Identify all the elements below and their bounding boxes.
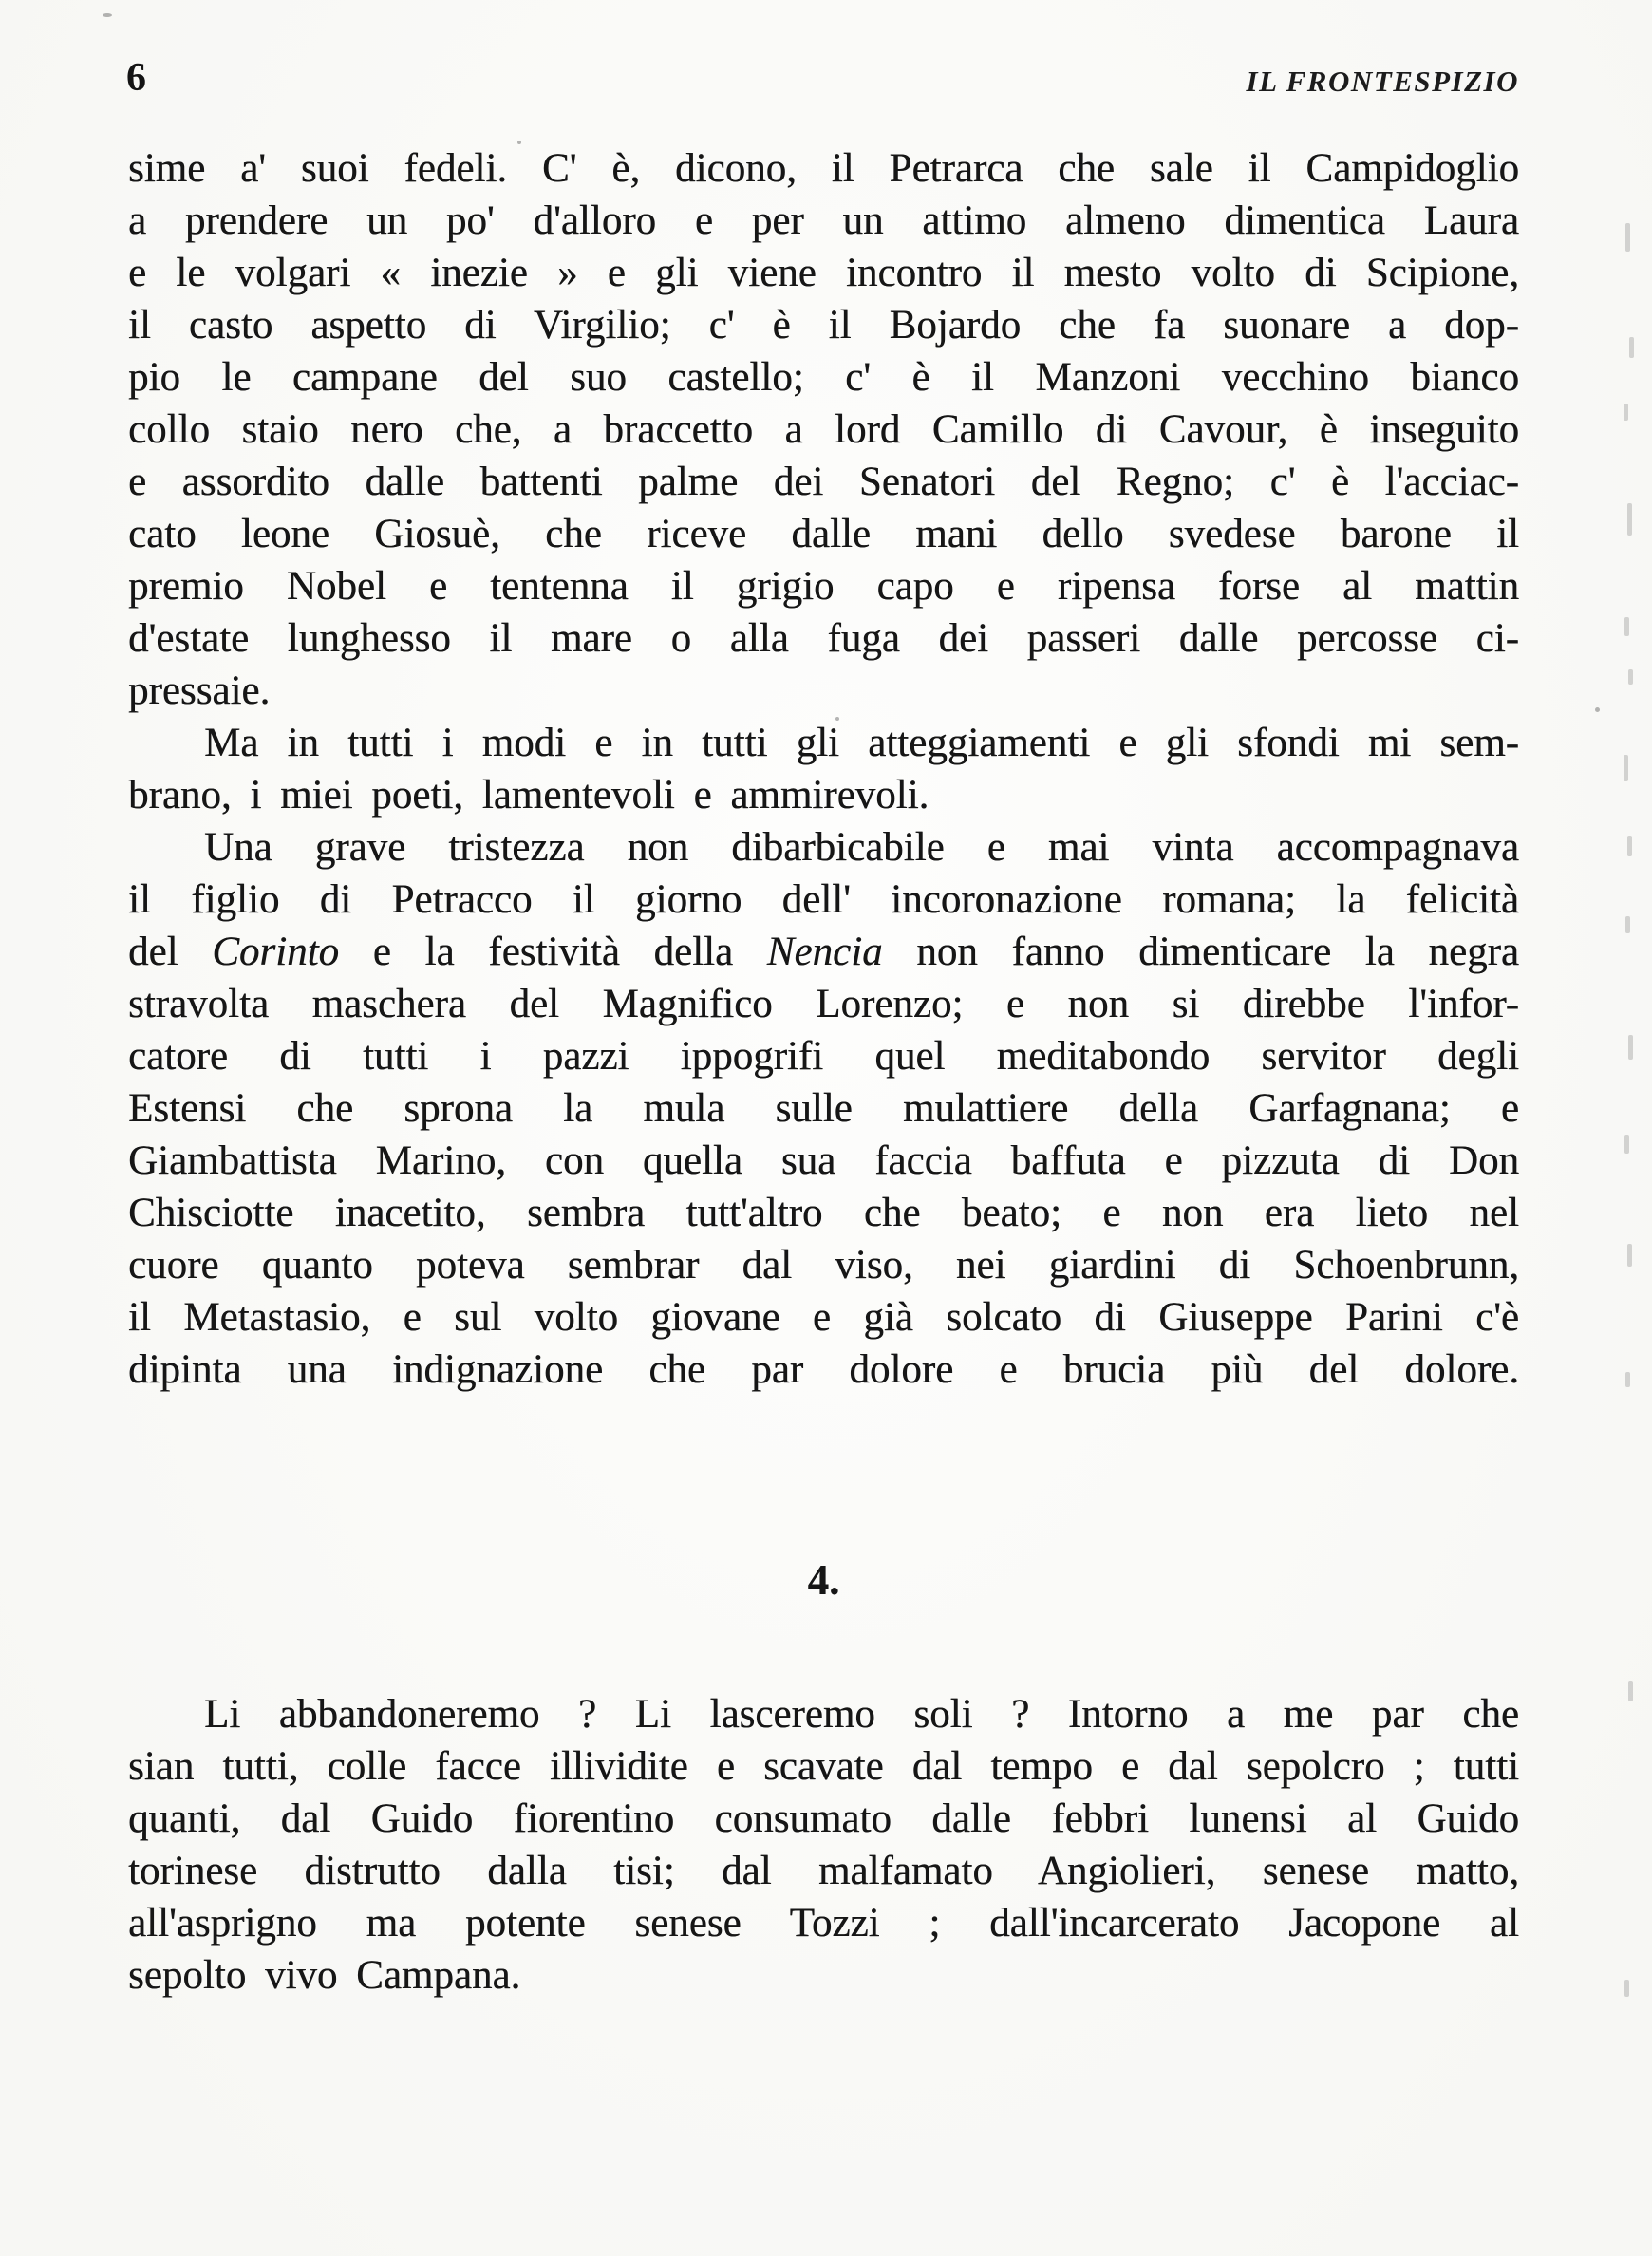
text-line: quanti, dal Guido fiorentino consumato dalle febbri lunensi al Guido xyxy=(128,1796,1519,1841)
text-line: Giambattista Marino, con quella sua faccia baffuta e pizzuta di Don xyxy=(128,1138,1519,1183)
scan-speck xyxy=(517,141,521,144)
running-head-title: IL FRONTESPIZIO xyxy=(1246,65,1519,98)
scan-artifact xyxy=(1627,1244,1632,1267)
text-line: stravolta maschera del Magnifico Lorenzo; e non si direbbe l'infor- xyxy=(128,982,1519,1026)
text-line: pressaie. xyxy=(128,668,271,713)
text-line: e le volgari « inezie » e gli viene incontro il mesto volto di Scipione, xyxy=(128,251,1519,295)
text-line: brano, i miei poeti, lamentevoli e ammirevoli. xyxy=(128,773,929,818)
text-line: Una grave tristezza non dibarbicabile e mai vinta accompagnava xyxy=(204,825,1519,870)
text-line: a prendere un po' d'alloro e per un attimo almeno dimentica Laura xyxy=(128,198,1519,243)
text-line: Chisciotte inacetito, sembra tutt'altro che beato; e non era lieto nel xyxy=(128,1191,1519,1235)
text-line: Li abbandoneremo ? Li lasceremo soli ? Intorno a me par che xyxy=(204,1692,1519,1737)
text-line: premio Nobel e tentenna il grigio capo e ripensa forse al mattin xyxy=(128,564,1519,609)
section-number: 4. xyxy=(807,1556,840,1604)
text-line: sepolto vivo Campana. xyxy=(128,1953,521,1998)
text-line: del Corinto e la festività della Nencia non fanno dimenticare la negra xyxy=(128,930,1519,974)
scan-speck xyxy=(835,717,839,721)
text-line: catore di tutti i pazzi ippogrifi quel meditabondo servitor degli xyxy=(128,1034,1519,1079)
text-line: collo staio nero che, a braccetto a lord Camillo di Cavour, è inseguito xyxy=(128,407,1519,452)
text-line: e assordito dalle battenti palme dei Senatori del Regno; c' è l'acciac- xyxy=(128,460,1519,504)
scan-artifact xyxy=(1624,1135,1629,1154)
text-line: pio le campane del suo castello; c' è il Manzoni vecchino bianco xyxy=(128,355,1519,400)
text-line: sime a' suoi fedeli. C' è, dicono, il Petrarca che sale il Campidoglio xyxy=(128,146,1519,191)
scan-artifact xyxy=(1628,1681,1633,1701)
text-line: il casto aspetto di Virgilio; c' è il Bojardo che fa suonare a dop- xyxy=(128,303,1519,348)
scan-artifact xyxy=(1625,1372,1630,1387)
text-line: cato leone Giosuè, che riceve dalle mani dello svedese barone il xyxy=(128,512,1519,556)
scan-speck xyxy=(1595,707,1600,712)
text-line: Estensi che sprona la mula sulle mulattiere della Garfagnana; e xyxy=(128,1086,1519,1131)
text-line: torinese distrutto dalla tisi; dal malfamato Angiolieri, senese matto, xyxy=(128,1849,1519,1893)
page-number: 6 xyxy=(126,56,146,100)
text-line: d'estate lunghesso il mare o alla fuga dei passeri dalle percosse ci- xyxy=(128,616,1519,661)
scan-artifact xyxy=(1625,223,1630,252)
text-line: dipinta una indignazione che par dolore e brucia più del dolore. xyxy=(128,1347,1519,1392)
scan-artifact xyxy=(1624,404,1628,421)
text-line: all'asprigno ma potente senese Tozzi ; dall'incarcerato Jacopone al xyxy=(128,1901,1519,1946)
scan-artifact xyxy=(1624,617,1629,636)
scan-speck xyxy=(103,13,112,17)
scan-artifact xyxy=(1627,836,1632,856)
section-text-block xyxy=(128,1688,1519,2002)
scan-artifact xyxy=(1628,1035,1633,1060)
scan-artifact xyxy=(1624,755,1628,781)
text-line: cuore quanto poteva sembrar dal viso, nei giardini di Schoenbrunn, xyxy=(128,1243,1519,1288)
scan-artifact xyxy=(1628,669,1633,685)
text-line: il Metastasio, e sul volto giovane e già solcato di Giuseppe Parini c'è xyxy=(128,1295,1519,1340)
scan-artifact xyxy=(1625,916,1630,933)
text-line: Ma in tutti i modi e in tutti gli atteggiamenti e gli sfondi mi sem- xyxy=(204,721,1519,765)
scan-artifact xyxy=(1627,503,1632,536)
text-line: sian tutti, colle facce illividite e scavate dal tempo e dal sepolcro ; tutti xyxy=(128,1744,1519,1789)
text-line: il figlio di Petracco il giorno dell' incoronazione romana; la felicità xyxy=(128,877,1519,922)
scan-artifact xyxy=(1624,1980,1629,1997)
main-text-block xyxy=(128,142,1519,1396)
scan-artifact xyxy=(1629,337,1634,358)
